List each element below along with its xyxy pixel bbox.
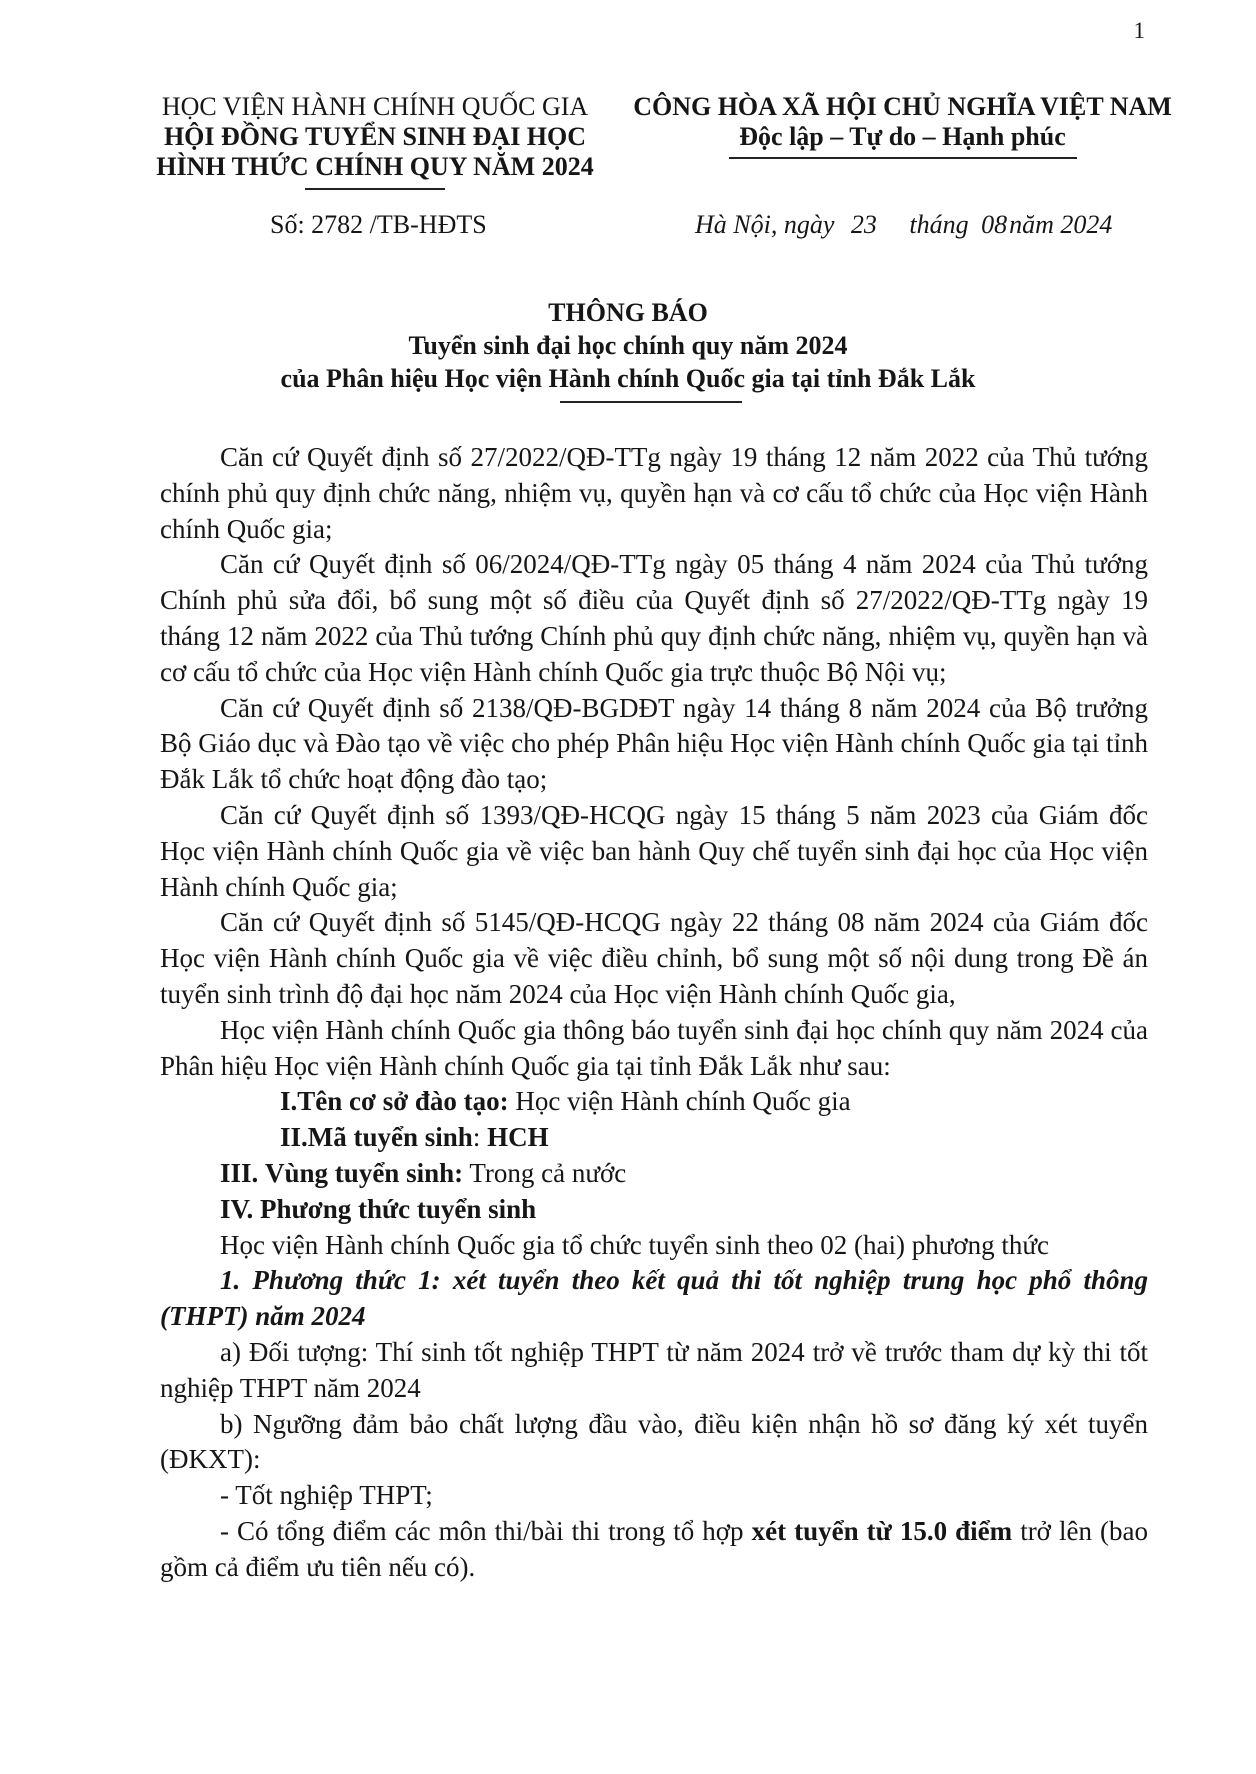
date-prefix: Hà Nội, ngày (695, 210, 835, 239)
document-number: Số: 2782 /TB-HĐTS (270, 210, 487, 239)
section-number: III. (220, 1157, 259, 1188)
paragraph-legal-basis-2: Căn cứ Quyết định số 06/2024/QĐ-TTg ngày 05 tháng 4 năm 2024 của Thủ tướng Chính phủ sửa đổi, bổ sung một số điều của Quyết định số 27/2022/QĐ-TTg ngày 19 tháng 12 năm 2022 của Thủ tướng Chính phủ quy định chức năng, nhiệm vụ, quyền hạn và cơ cấu tổ chức của Học viện Hành chính Quốc gia trực thuộc Bộ Nội vụ; (160, 549, 1148, 687)
paragraph-legal-basis-3: Căn cứ Quyết định số 2138/QĐ-BGDĐT ngày 14 tháng 8 năm 2024 của Bộ trưởng Bộ Giáo dục và Đào tạo về việc cho phép Phân hiệu Học viện Hành chính Quốc gia tại tỉnh Đắk Lắk tổ chức hoạt động đào tạo; (160, 692, 1148, 795)
document-body (160, 440, 1148, 1586)
section-label: Vùng tuyển sinh: (265, 1157, 464, 1188)
paragraph-legal-basis-4: Căn cứ Quyết định số 1393/QĐ-HCQG ngày 15 tháng 5 năm 2023 của Giám đốc Học viện Hành chính Quốc gia về việc ban hành Quy chế tuyển sinh đại học của Học viện Hành chính Quốc gia; (160, 799, 1148, 902)
section-label: Phương thức tuyển sinh (260, 1193, 537, 1224)
methods-intro: Học viện Hành chính Quốc gia tổ chức tuyển sinh theo 02 (hai) phương thức (220, 1229, 1049, 1260)
section-value: Học viện Hành chính Quốc gia (508, 1086, 851, 1117)
date-month-label: tháng (909, 210, 969, 239)
issuing-authority (135, 92, 615, 182)
condition-text: - Có tổng điểm các môn thi/bài thi trong tổ hợp (220, 1515, 752, 1546)
page-number: 1 (1133, 18, 1145, 43)
method-1-threshold: b) Ngưỡng đảm bảo chất lượng đầu vào, điều kiện nhận hồ sơ đăng ký xét tuyển (ĐKXT): (160, 1408, 1148, 1475)
condition-score: xét tuyển từ 15.0 điểm (751, 1515, 1013, 1546)
section-number: IV. (220, 1193, 254, 1224)
title-sub-2: của Phân hiệu Học viện Hành chính Quốc gia tại tỉnh Đắk Lắk (280, 364, 976, 393)
date-month: 08 (981, 210, 1008, 239)
section-number: I. (280, 1086, 298, 1117)
method-1-condition-1: - Tốt nghiệp THPT; (220, 1480, 433, 1511)
section-separator: : (472, 1122, 488, 1153)
paragraph-announcement: Học viện Hành chính Quốc gia thông báo tuyển sinh đại học chính quy năm 2024 của Phân hiệu Học viện Hành chính Quốc gia tại tỉnh Đắk Lắk như sau: (160, 1014, 1148, 1081)
section-admission-region (160, 1156, 1148, 1192)
authority-underline (305, 188, 445, 190)
condition-text-end: trở lên (bao gồm cả điểm ưu tiên nếu có). (160, 1515, 1148, 1582)
national-motto (625, 92, 1180, 152)
motto-line-2: Độc lập – Tự do – Hạnh phúc (739, 122, 1066, 151)
section-admission-code (160, 1120, 1148, 1156)
title-underline (560, 401, 742, 403)
section-number: II. (280, 1122, 308, 1153)
date-year: năm 2024 (1009, 210, 1113, 239)
method-1-title: 1. Phương thức 1: xét tuyển theo kết quả thi tốt nghiệp trung học phổ thông (THPT) năm 2024 (160, 1265, 1148, 1332)
motto-underline (729, 157, 1077, 159)
method-1-condition-2 (160, 1514, 1148, 1586)
authority-line-3: HÌNH THỨC CHÍNH QUY NĂM 2024 (156, 152, 594, 181)
title-sub-1: Tuyển sinh đại học chính quy năm 2024 (408, 331, 848, 360)
authority-line-1: HỌC VIỆN HÀNH CHÍNH QUỐC GIA (161, 92, 589, 121)
title-main: THÔNG BÁO (548, 298, 708, 327)
section-value: HCH (487, 1122, 549, 1153)
document-title (0, 296, 1256, 395)
date-day: 23 (850, 210, 877, 239)
section-label: Tên cơ sở đào tạo: (297, 1086, 509, 1117)
section-value: Trong cả nước (463, 1157, 627, 1188)
authority-line-2: HỘI ĐỒNG TUYỂN SINH ĐẠI HỌC (163, 122, 587, 151)
paragraph-legal-basis-1: Căn cứ Quyết định số 27/2022/QĐ-TTg ngày 19 tháng 12 năm 2022 của Thủ tướng chính phủ quy định chức năng, nhiệm vụ, quyền hạn và cơ cấu tổ chức của Học viện Hành chính Quốc gia; (160, 442, 1148, 544)
motto-line-1: CÔNG HÒA XÃ HỘI CHỦ NGHĨA VIỆT NAM (633, 92, 1172, 121)
section-admission-methods (160, 1192, 1148, 1228)
section-label: Mã tuyển sinh (307, 1122, 473, 1153)
issue-date (695, 210, 1112, 240)
section-institution (160, 1084, 1148, 1120)
method-1-target: a) Đối tượng: Thí sinh tốt nghiệp THPT từ năm 2024 trở về trước tham dự kỳ thi tốt nghiệp THPT năm 2024 (160, 1336, 1148, 1403)
paragraph-legal-basis-5: Căn cứ Quyết định số 5145/QĐ-HCQG ngày 22 tháng 08 năm 2024 của Giám đốc Học viện Hành chính Quốc gia về việc điều chỉnh, bổ sung một số nội dung trong Đề án tuyển sinh trình độ đại học năm 2024 của Học viện Hành chính Quốc gia, (160, 907, 1148, 1009)
